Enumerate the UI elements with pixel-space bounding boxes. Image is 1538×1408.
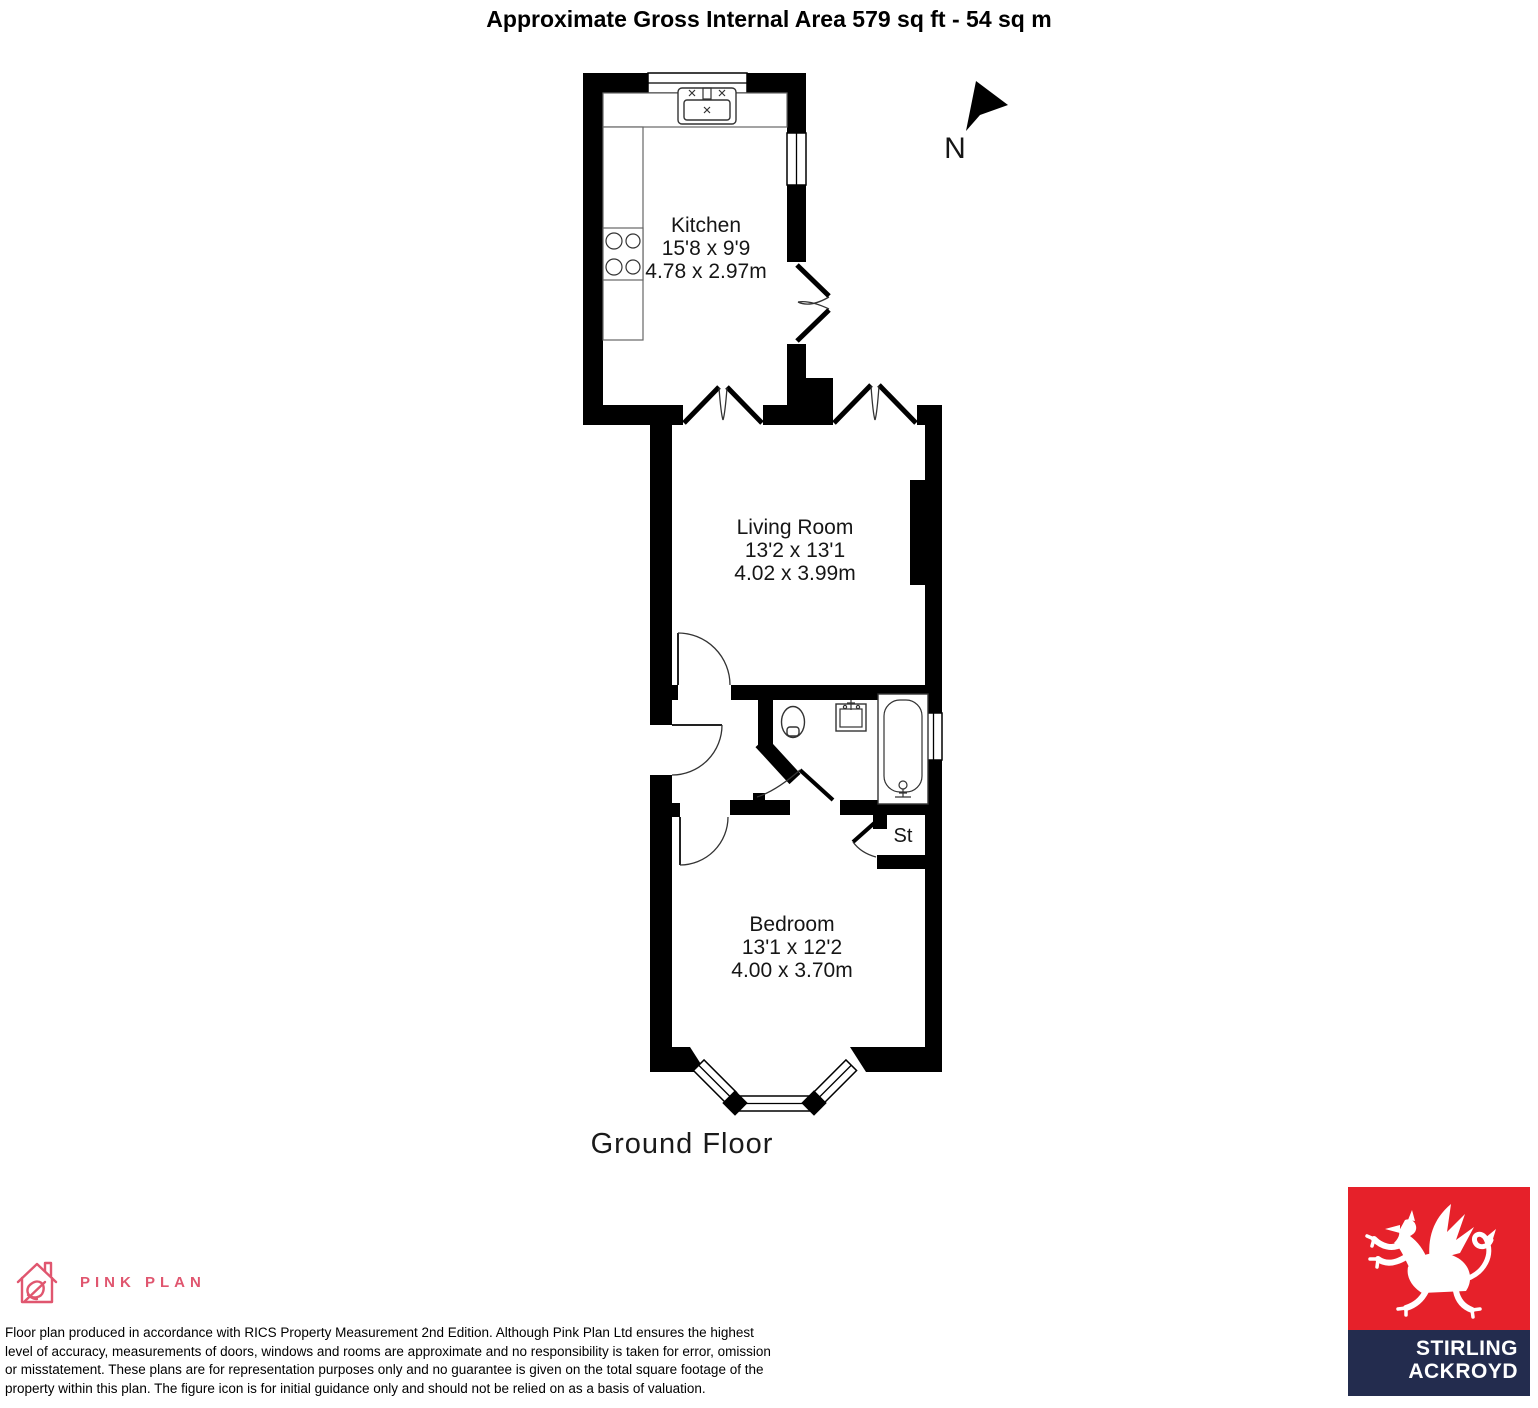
entrance-door [672,725,722,775]
storage-door [853,818,880,857]
floor-label: Ground Floor [590,1128,774,1160]
svg-text:13'2 x 13'1: 13'2 x 13'1 [744,539,846,562]
svg-text:4.02 x 3.99m: 4.02 x 3.99m [734,562,856,585]
svg-text:Bedroom: Bedroom [749,913,835,936]
page-title: Approximate Gross Internal Area 579 sq ft - 54 sq m [486,6,1052,32]
disclaimer [5,1324,771,1398]
bathtub-icon [878,694,928,804]
disclaimer-line: Floor plan produced in accordance with RICS Property Measurement 2nd Edition. Although Pink Plan Ltd ensures the highest [5,1325,754,1340]
compass-label: N [944,132,966,165]
storage-label: St [893,825,913,847]
svg-text:13'1 x 12'2: 13'1 x 12'2 [741,936,843,959]
bedroom-label [731,913,852,982]
north-arrow-icon [966,81,1008,131]
kitchen-label [645,214,766,283]
svg-text:4.78 x 2.97m: 4.78 x 2.97m [645,260,767,283]
toilet-icon [782,707,805,738]
agency-name-line1: STIRLING [1416,1337,1518,1360]
bathroom-door [757,770,833,800]
disclaimer-line: property within this plan. The figure icon is for initial guidance only and should not be relied on as a basis of valuation. [5,1380,706,1396]
disclaimer-line: level of accuracy, measurements of doors, windows and rooms are approximate and no responsibility is taken for error, omission [5,1343,771,1359]
agency-logo [1348,1187,1530,1401]
svg-text:Living Room: Living Room [736,516,854,539]
kitchen-sink-icon [678,88,736,124]
kitchen-living-opening [684,387,762,423]
svg-text:15'8 x 9'9: 15'8 x 9'9 [661,237,751,260]
living-room-label [734,516,855,585]
agency-name-line2: ACKROYD [1408,1360,1518,1383]
svg-text:4.00 x 3.70m: 4.00 x 3.70m [731,959,853,982]
stove-icon [603,228,643,280]
pink-plan-house-icon [14,1256,60,1308]
pink-plan-brand [14,1256,206,1308]
kitchen-window-right [787,133,806,185]
bedroom-door [680,817,728,865]
disclaimer-line: or misstatement. These plans are for representation purposes only and no guarantee is given on the total square footage of the [5,1362,764,1378]
svg-text:Kitchen: Kitchen [670,214,742,237]
living-garden-opening [834,385,916,423]
kitchen-french-door [786,262,830,344]
basin-icon [836,700,866,731]
bay-window [693,1060,856,1116]
living-room-door [678,633,730,685]
pink-plan-wordmark: PINK PLAN [80,1273,206,1291]
